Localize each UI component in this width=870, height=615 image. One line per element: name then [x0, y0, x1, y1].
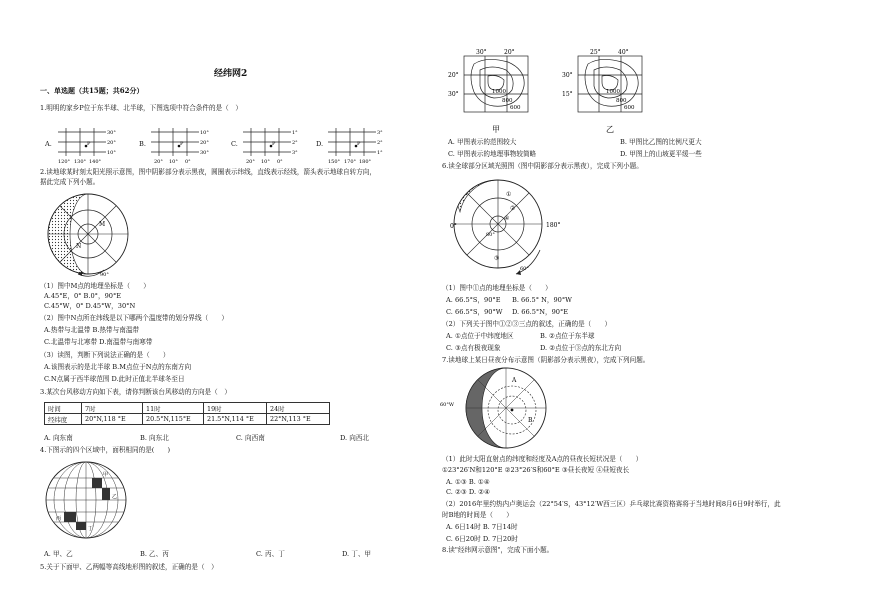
svg-text:P: P	[180, 141, 184, 147]
table-cell: 20.5°N,115°E	[143, 414, 204, 425]
q2-sub-1-cd: C.45°W，0° D.45°W，30°N	[44, 302, 136, 310]
table-cell: 19时	[204, 403, 267, 414]
svg-text:180°: 180°	[546, 222, 561, 229]
svg-text:20°: 20°	[448, 72, 459, 79]
q6-sub-1-d: D. 66.5°N，90°E	[512, 308, 569, 316]
svg-text:1°: 1°	[292, 130, 298, 136]
svg-text:0°: 0°	[450, 223, 457, 230]
svg-text:20°: 20°	[246, 159, 255, 164]
q5-option-d: D. 甲图上的山坡更平缓一些	[620, 150, 702, 158]
svg-text:②: ②	[510, 205, 516, 212]
q3-option-c: C. 向西南	[236, 434, 265, 442]
q6-sub-2-b: B. ②点位于东半球	[540, 332, 595, 340]
svg-text:2°: 2°	[377, 140, 383, 146]
q2-sub-3-cd: C.N点属于西半球范围 D.此时正值北半球冬至日	[44, 375, 185, 383]
svg-text:1000: 1000	[606, 89, 620, 95]
q1-option-c: C.	[231, 140, 238, 148]
svg-text:2°: 2°	[292, 140, 298, 146]
question-2a: 2.读地球某时刻太阳光照示意图，图中阴影部分表示黑夜，圆圈表示纬线，直线表示经线，箭头表示地球自转方向，	[40, 168, 376, 176]
contour-map-jia	[446, 46, 542, 134]
section-header: 一、单选题（共15题；共62分）	[40, 86, 144, 95]
svg-text:3°: 3°	[377, 130, 383, 136]
svg-text:20°: 20°	[154, 159, 163, 164]
svg-text:N: N	[76, 243, 82, 250]
q7-sub-1-cd: C. ②③ D. ②④	[446, 488, 490, 496]
q6-polar-diagram	[450, 172, 576, 280]
q6-sub-1-c: C. 66.5°S，90°W	[446, 308, 503, 316]
contour-map-yi	[560, 46, 656, 134]
svg-text:25°: 25°	[590, 49, 601, 56]
svg-text:140°: 140°	[89, 159, 102, 164]
question-1: 1.明明的家乡P位于东半球、北半球，下图选项中符合条件的是（ ）	[40, 104, 242, 112]
q1-option-a: A.	[45, 140, 52, 148]
svg-text:甲: 甲	[492, 125, 500, 134]
svg-text:乙: 乙	[112, 494, 118, 500]
q2-sub-3: （3）读图，判断下列说法正确的是（ ）	[40, 351, 170, 359]
svg-text:1°: 1°	[377, 150, 383, 156]
svg-text:20°: 20°	[107, 140, 116, 146]
svg-text:120°: 120°	[58, 159, 71, 164]
q4-option-c: C. 丙、丁	[256, 550, 285, 558]
q5-option-c: C. 甲图表示的地理事物较简略	[448, 150, 537, 158]
svg-text:B: B	[528, 417, 533, 424]
svg-text:180°: 180°	[359, 159, 372, 164]
svg-text:3°: 3°	[292, 150, 298, 156]
svg-text:30°: 30°	[448, 91, 459, 98]
q6-sub-1-a: A. 66.5°S，90°E	[446, 296, 501, 304]
table-cell: 20°N,118 °E	[82, 414, 143, 425]
q1-grid-a	[56, 126, 118, 164]
svg-text:150°: 150°	[328, 159, 341, 164]
svg-text:10°: 10°	[261, 159, 270, 164]
q5-option-a: A. 甲图表示的范围较大	[448, 138, 517, 146]
table-row	[45, 403, 330, 414]
q3-option-b: B. 向东北	[140, 434, 169, 442]
svg-text:P: P	[87, 141, 91, 147]
table-cell: 经纬度	[45, 414, 82, 425]
q7-sub-2-cd: C. 6日20时 D. 7日20时	[446, 535, 518, 543]
table-cell: 时间	[45, 403, 82, 414]
svg-text:P: P	[357, 141, 361, 147]
svg-text:丙: 丙	[56, 516, 62, 522]
q1-grid-b	[149, 126, 211, 164]
svg-text:0°: 0°	[185, 159, 191, 164]
svg-text:30°: 30°	[200, 150, 209, 156]
q6-sub-1-b: B. 66.5° N，90°W	[512, 296, 572, 304]
q7-sub-2a: （2）2016年里约热内卢奥运会（22°54′S，43°12′W西三区）乒乓球比赛资格赛将于当地时间8月6日9时举行，此	[442, 500, 781, 508]
svg-text:170°: 170°	[344, 159, 357, 164]
q7-sub-1-stmts: ①23°26′N和120°E ②23°26′S和60°E ③昼长夜短 ④昼短夜长	[442, 466, 630, 474]
q3-option-d: D. 向西北	[340, 434, 370, 442]
question-4: 4.下图示的四个区域中，面积相同的是( )	[40, 446, 171, 454]
svg-text:130°: 130°	[74, 159, 87, 164]
question-6: 6.读全球部分区域光照图（图中阴影部分表示黑夜），完成下列小题。	[442, 162, 643, 170]
question-7: 7.读地球上某日昼夜分布示意图（阴影部分表示黑夜），完成下列问题。	[442, 356, 650, 364]
svg-text:600: 600	[510, 105, 521, 111]
q5-option-b: B. 甲图比乙图的比例尺更大	[620, 138, 702, 146]
svg-text:20°: 20°	[200, 140, 209, 146]
svg-text:③: ③	[494, 255, 500, 262]
q2-illumination-diagram	[42, 190, 134, 278]
q2-sub-1-ab: A.45°E，0° B.0°，90°E	[44, 292, 122, 300]
page-title: 经纬网2	[214, 69, 248, 79]
q2-sub-3-ab: A.该图表示的是北半球 B.M点位于N点的东南方向	[44, 363, 192, 371]
svg-text:丁: 丁	[88, 526, 94, 532]
question-5: 5.关于下面甲、乙两幅等高线地形图的叙述，正确的是（ ）	[40, 563, 218, 571]
svg-text:P: P	[272, 141, 276, 147]
svg-text:④: ④	[504, 215, 510, 222]
svg-text:10°: 10°	[169, 159, 178, 164]
svg-text:A: A	[512, 377, 517, 384]
svg-text:30°: 30°	[107, 130, 116, 136]
q4-option-b: B. 乙、丙	[140, 550, 169, 558]
svg-text:乙: 乙	[606, 125, 614, 134]
svg-text:30°: 30°	[562, 72, 573, 79]
svg-text:20°: 20°	[504, 49, 515, 56]
q2-sub-2-cd: C.北温带与北寒带 D.南温带与南寒带	[44, 338, 153, 346]
svg-text:①: ①	[506, 191, 512, 198]
svg-text:甲: 甲	[103, 472, 109, 478]
question-3: 3.某次台风移动方向如下表，请你判断该台风移动的方向是（ ）	[40, 388, 231, 396]
svg-text:10°: 10°	[200, 130, 209, 136]
question-2b: 据此完成下列小题。	[40, 178, 100, 186]
q2-sub-2: （2）图中N点所在纬线是以下哪两个温度带的划分界线（ ）	[40, 314, 228, 322]
q1-option-b: B.	[139, 140, 146, 148]
table-cell: 11时	[143, 403, 204, 414]
svg-text:800: 800	[616, 98, 627, 104]
table-cell: 7时	[82, 403, 143, 414]
question-8: 8.读"经纬网示意图"，完成下面小题。	[442, 546, 554, 554]
table-cell: 21.5°N,114 °E	[204, 414, 267, 425]
q3-option-a: A. 向东南	[44, 434, 73, 442]
typhoon-table	[44, 402, 330, 425]
q4-globe-diagram	[40, 458, 132, 542]
svg-text:60°W: 60°W	[440, 402, 455, 408]
svg-text:15°: 15°	[562, 91, 573, 98]
q7-sub-2b: 时B地的时间是（ ）	[442, 511, 513, 519]
q2-sub-1: （1）图中M点的地理坐标是（ ）	[40, 282, 150, 290]
q6-sub-2: （2）下列关于图中①②③三点的叙述，正确的是（ ）	[442, 320, 612, 328]
svg-text:800: 800	[502, 98, 513, 104]
svg-text:60°: 60°	[520, 266, 529, 272]
svg-text:40°: 40°	[618, 49, 629, 56]
table-cell: 22°N,113 °E	[267, 414, 330, 425]
svg-text:M: M	[99, 221, 106, 228]
svg-text:600: 600	[624, 105, 635, 111]
table-row	[45, 414, 330, 425]
q7-daynight-diagram	[440, 364, 552, 452]
svg-text:0°: 0°	[277, 159, 283, 164]
q6-sub-2-c: C. ③点有极夜现象	[446, 344, 501, 352]
q4-option-a: A. 甲、乙	[44, 550, 73, 558]
svg-text:80°: 80°	[486, 232, 495, 238]
q1-option-d: D.	[316, 140, 324, 148]
q4-option-d: D. 丁、甲	[342, 550, 372, 558]
svg-text:30°: 30°	[476, 49, 487, 56]
q6-sub-2-d: D. ②点位于③点的东北方向	[540, 344, 622, 352]
q1-grid-d	[326, 126, 388, 164]
q6-sub-1: （1）图中①点的地理坐标是（ ）	[442, 284, 552, 292]
svg-text:90°: 90°	[100, 272, 109, 278]
q6-sub-2-a: A. ①点位于中纬度地区	[446, 332, 514, 340]
table-cell: 24时	[267, 403, 330, 414]
q1-grid-c	[241, 126, 301, 164]
q7-sub-1: （1）此时太阳直射点的纬度和经度及A点的昼夜长短状况是（ ）	[442, 455, 643, 463]
svg-text:1000: 1000	[492, 89, 506, 95]
q7-sub-2-ab: A. 6日14时 B. 7日14时	[446, 523, 518, 531]
q7-sub-1-ab: A. ①③ B. ①④	[446, 478, 490, 486]
svg-text:10°: 10°	[107, 150, 116, 156]
q2-sub-2-ab: A.热带与北温带 B.热带与南温带	[44, 326, 140, 334]
